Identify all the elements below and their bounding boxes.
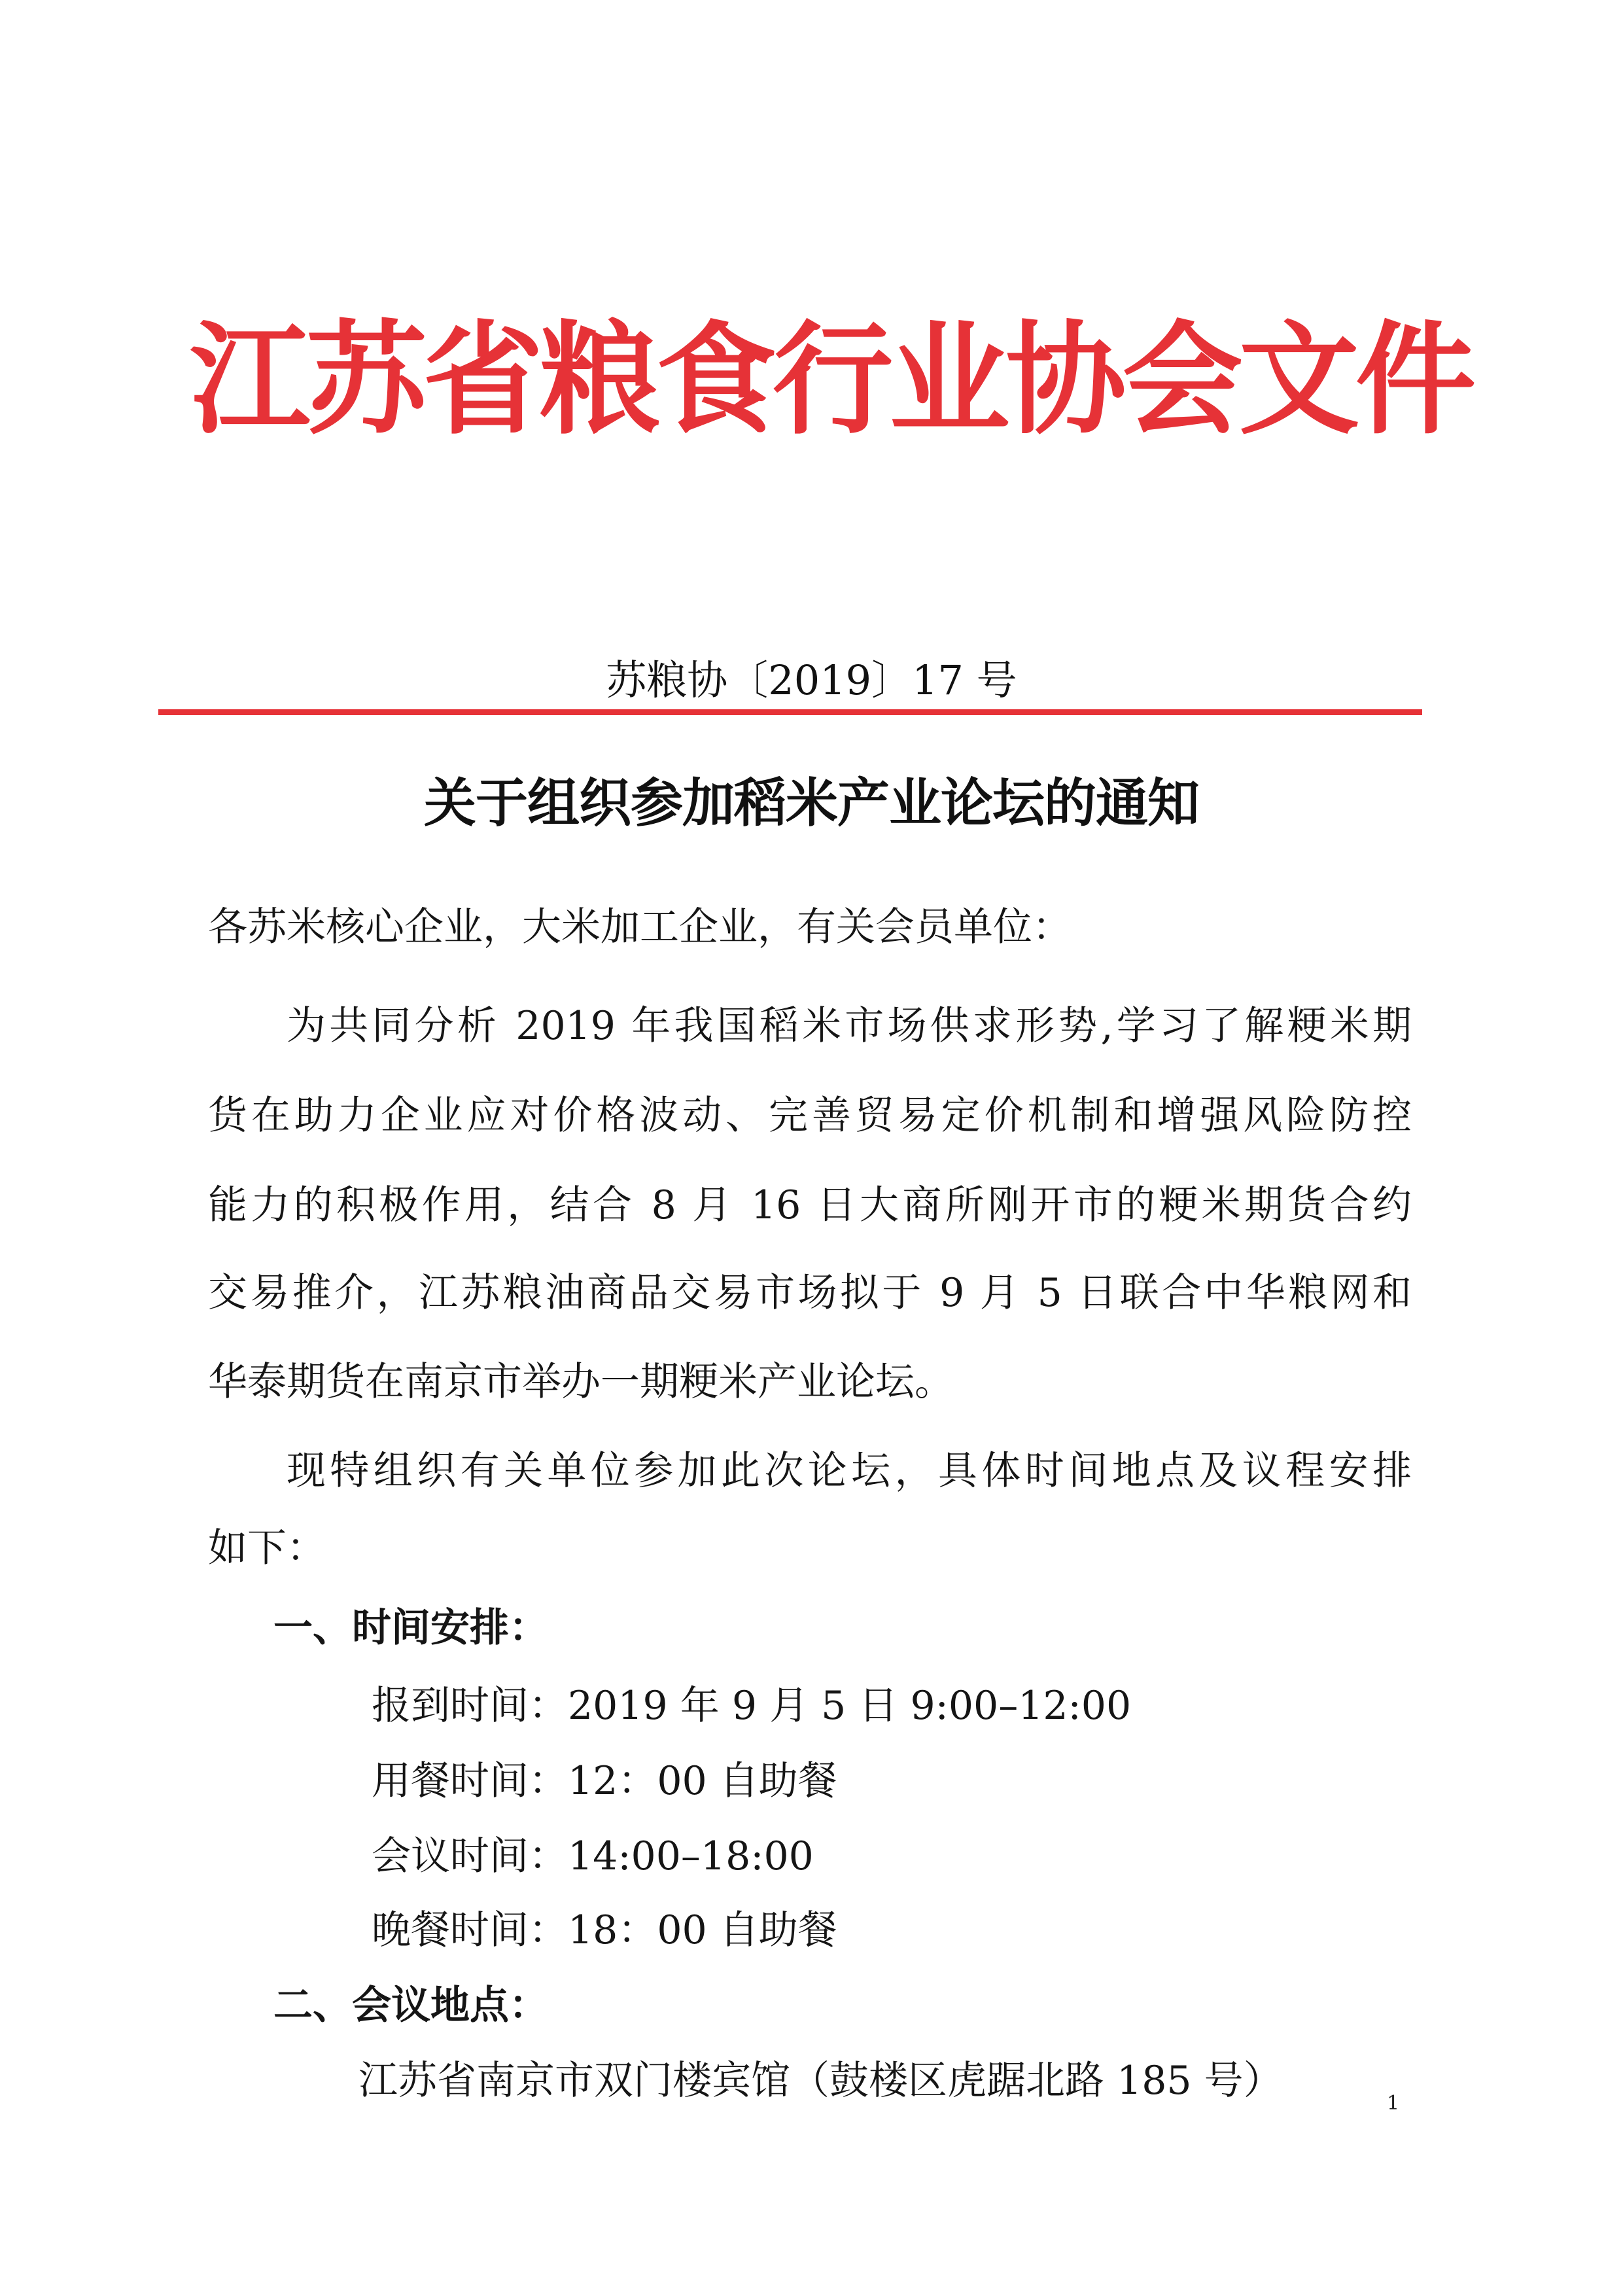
document-header-title: 江苏省粮食行业协会文件 <box>190 308 1473 451</box>
schedule-item-meeting: 会议时间：14:00–18:00 <box>372 1833 814 1879</box>
page-number: 1 <box>1387 2092 1400 2115</box>
paragraph-2-line-2: 如下： <box>208 1525 326 1571</box>
paragraph-1-line-1: 为共同分析 2019 年我国稻米市场供求形势,学习了解粳米期 <box>287 1003 1412 1049</box>
addressee-line: 各苏米核心企业，大米加工企业，有关会员单位： <box>208 904 1072 950</box>
venue-address: 江苏省南京市双门楼宾馆（鼓楼区虎踞北路 185 号） <box>358 2058 1283 2104</box>
schedule-item-checkin: 报到时间：2019 年 9 月 5 日 9:00–12:00 <box>372 1683 1132 1729</box>
schedule-item-dinner: 晚餐时间：18：00 自助餐 <box>372 1907 837 1953</box>
venue-heading: 二、会议地点： <box>273 1983 548 2028</box>
red-divider-line <box>158 709 1422 715</box>
notice-title: 关于组织参加稻米产业论坛的通知 <box>424 773 1199 834</box>
paragraph-1-line-5: 华泰期货在南京市举办一期粳米产业论坛。 <box>208 1359 954 1405</box>
paragraph-1-line-4: 交易推介，江苏粮油商品交易市场拟于 9 月 5 日联合中华粮网和 <box>208 1270 1412 1316</box>
paragraph-1-line-3: 能力的积极作用，结合 8 月 16 日大商所刚开市的粳米期货合约 <box>208 1182 1412 1228</box>
paragraph-2-line-1: 现特组织有关单位参加此次论坛，具体时间地点及议程安排 <box>287 1448 1412 1494</box>
schedule-heading: 一、时间安排： <box>273 1605 548 1651</box>
schedule-item-lunch: 用餐时间：12：00 自助餐 <box>372 1758 837 1804</box>
paragraph-1-line-2: 货在助力企业应对价格波动、完善贸易定价机制和增强风险防控 <box>208 1093 1412 1139</box>
document-number: 苏粮协〔2019〕17 号 <box>606 656 1017 704</box>
